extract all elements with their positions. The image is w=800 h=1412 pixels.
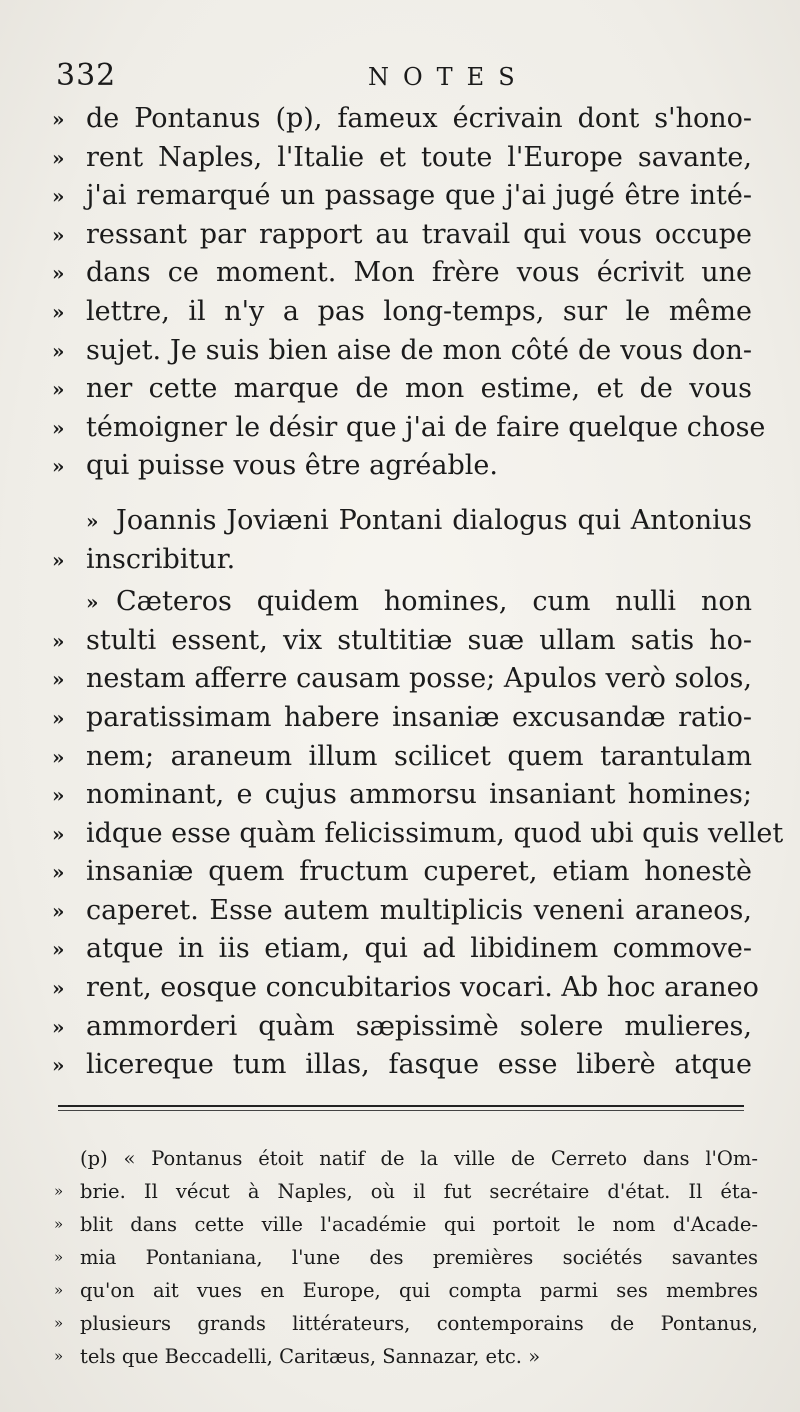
page-header	[56, 58, 746, 98]
footnote-line: » qu'on ait vues en Europe, qui compta parmi ses membres	[54, 1279, 758, 1302]
text-line: » nem; araneum illum scilicet quem tarantulam	[52, 740, 752, 772]
text-line: » atque in iis etiam, qui ad libidinem commove-	[52, 933, 752, 965]
text-line: » stulti essent, vix stultitiæ suæ ullam satis ho-	[52, 624, 752, 656]
text-line: » Joannis Joviæni Pontani dialogus qui Antonius	[86, 504, 752, 536]
text-line: » nominant, e cujus ammorsu insaniant homines;	[52, 779, 752, 811]
footnote-line: (p) « Pontanus étoit natif de la ville de Cerreto dans l'Om-	[80, 1147, 758, 1170]
text-line: » inscribitur.	[52, 543, 236, 575]
text-line: » insaniæ quem fructum cuperet, etiam honestè	[52, 856, 752, 888]
footnote-line: » tels que Beccadelli, Caritæus, Sannazar, etc. »	[54, 1345, 541, 1368]
text-line: » licereque tum illas, fasque esse liberè atque	[52, 1049, 752, 1081]
text-line: » qui puisse vous être agréable.	[52, 450, 498, 482]
text-line: » rent, eosque concubitarios vocari. Ab hoc araneo	[52, 972, 759, 1004]
text-line: » nestam afferre causam posse; Apulos verò solos,	[52, 663, 752, 695]
paragraph-gap	[52, 486, 752, 502]
text-line: » de Pontanus (p), fameux écrivain dont s'hono-	[52, 103, 752, 134]
text-line: » sujet. Je suis bien aise de mon côté de vous don-	[52, 334, 752, 366]
text-line: » ammorderi quàm sæpissimè solere mulieres,	[52, 1010, 752, 1042]
main-text	[52, 100, 784, 1085]
text-line: » idque esse quàm felicissimum, quod ubi quis vellet	[52, 817, 784, 849]
text-line: » ressant par rapport au travail qui vous occupe	[52, 218, 752, 250]
text-line: » dans ce moment. Mon frère vous écrivit une	[52, 257, 752, 289]
text-line: » rent Naples, l'Italie et toute l'Europe savante,	[52, 141, 752, 173]
running-head: NOTES	[368, 63, 529, 91]
footnote	[52, 1142, 758, 1373]
text-line: » témoigner le désir que j'ai de faire quelque chose	[52, 411, 766, 443]
footnote-rule	[58, 1105, 744, 1111]
text-line: » ner cette marque de mon estime, et de vous	[52, 373, 752, 405]
footnote-line: » plusieurs grands littérateurs, contemporains de Pontanus,	[54, 1312, 758, 1335]
text-line: » Cæteros quidem homines, cum nulli non	[86, 586, 752, 618]
footnote-line: » blit dans cette ville l'académie qui portoit le nom d'Acade-	[54, 1213, 758, 1236]
footnote-line: » brie. Il vécut à Naples, où il fut secrétaire d'état. Il éta-	[54, 1180, 758, 1203]
text-line: » lettre, il n'y a pas long-temps, sur le même	[52, 295, 752, 327]
text-line: » paratissimam habere insaniæ excusandæ ratio-	[52, 701, 752, 733]
page-number: 332	[56, 58, 117, 93]
text-line: » caperet. Esse autem multiplicis veneni araneos,	[52, 894, 752, 926]
footnote-line: » mia Pontaniana, l'une des premières sociétés savantes	[54, 1246, 758, 1269]
text-line: » j'ai remarqué un passage que j'ai jugé être inté-	[52, 180, 752, 212]
